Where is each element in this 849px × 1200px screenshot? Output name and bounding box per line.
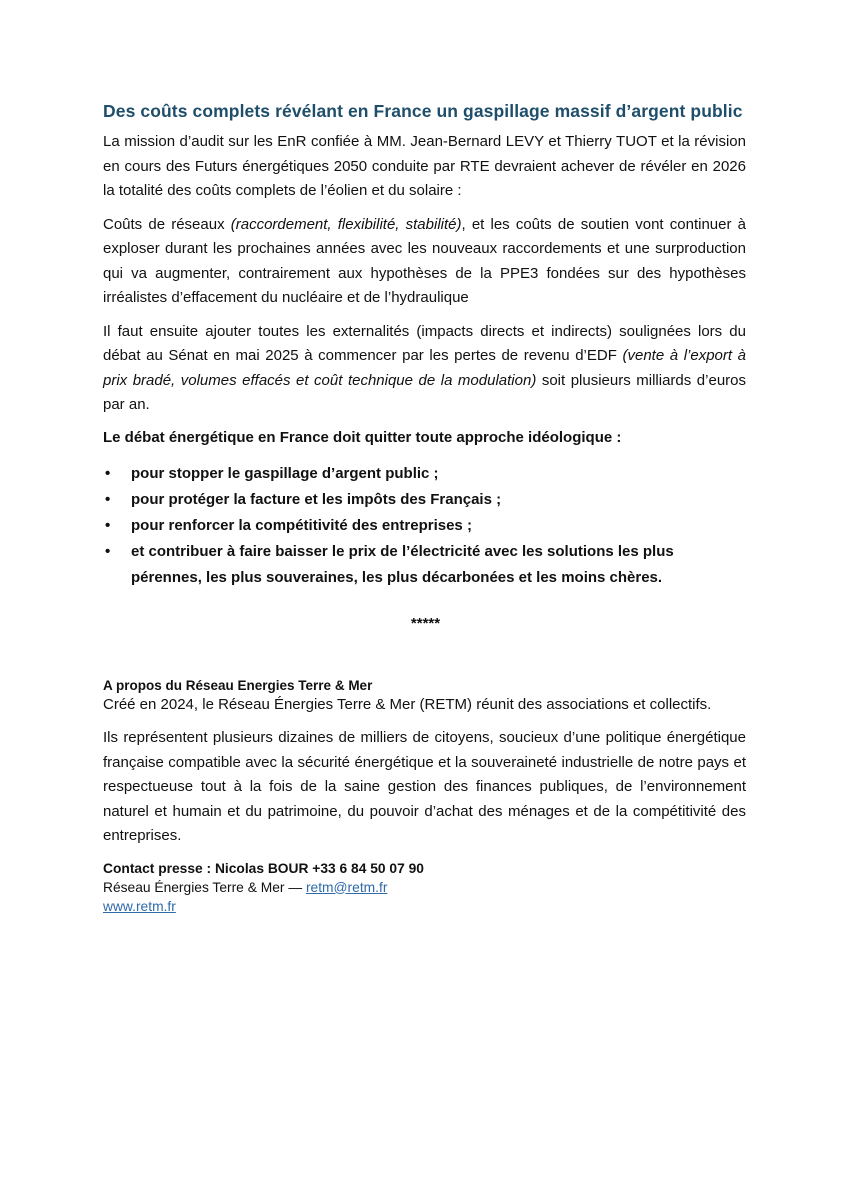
paragraph-externalities-text-2: soit plusieurs milliards d’euros par an. xyxy=(103,371,746,413)
list-item-text: pour stopper le gaspillage d’argent public ; xyxy=(131,464,439,482)
bullet-icon: • xyxy=(105,490,111,508)
list-item xyxy=(103,539,746,591)
list-item xyxy=(103,487,746,513)
contact-email-link[interactable]: retm@retm.fr xyxy=(305,879,388,895)
contact-block xyxy=(103,859,746,916)
paragraph-audit-mission: La mission d’audit sur les EnR confiée à MM. Jean-Bernard LEVY et Thierry TUOT et la révision en cours des Futurs énergétiques 2050 conduite par RTE devraient achever de révéler en 2026 la totalité des coûts complets de l’éolien et du solaire : xyxy=(103,133,746,199)
section-heading: Des coûts complets révélant en France un gaspillage massif d’argent public xyxy=(103,101,743,121)
paragraph-externalities-text-1: Il faut ensuite ajouter toutes les externalités (impacts directs et indirects) soulignées lors du débat au Sénat en mai 2025 à commencer par les pertes de revenu d’EDF xyxy=(103,322,746,364)
paragraph-externalities-italic: (vente à l’export à prix bradé, volumes effacés et coût technique de la modulation) xyxy=(103,347,747,389)
list-item-text: pour renforcer la compétitivité des entreprises ; xyxy=(131,516,472,534)
bullet-icon: • xyxy=(105,542,111,560)
bullet-icon: • xyxy=(105,516,111,534)
list-item xyxy=(103,513,746,539)
paragraph-externalities xyxy=(103,320,746,418)
about-paragraph-members: Ils représentent plusieurs dizaines de milliers de citoyens, soucieux d’une politique énergétique française compatible avec la sécurité énergétique et la souveraineté industrielle de notre pays et respectueuse tout à la fois de la saine gestion des finances publiques, de l’environnement naturel et humain et du patrimoine, du pouvoir d’achat des ménages et de la compétitivité des entreprises. xyxy=(103,729,746,844)
section-separator: ***** xyxy=(410,614,441,632)
bullet-list xyxy=(103,461,746,591)
website-link[interactable]: www.retm.fr xyxy=(103,898,176,914)
about-title: A propos du Réseau Energies Terre & Mer xyxy=(103,677,373,693)
list-item-text: et contribuer à faire baisser le prix de l’électricité avec les solutions les plus pérennes, les plus souveraines, les plus décarbonées et les moins chères. xyxy=(131,542,674,586)
bullet-icon: • xyxy=(105,464,111,482)
document-content xyxy=(103,101,746,916)
paragraph-network-costs-text-2: , et les coûts de soutien vont continuer à exploser durant les prochaines années avec les nouveaux raccordements et une surproduction qui va augmenter, contrairement aux hypothèses de la PPE3 fondées sur des hypothèses irréalistes d’effacement du nucléaire et de l’hydraulique xyxy=(103,215,746,306)
paragraph-network-costs-text-1: Coûts de réseaux xyxy=(103,215,231,233)
list-item-text: pour protéger la facture et les impôts des Français ; xyxy=(131,490,502,508)
contact-org-line xyxy=(103,878,746,897)
lead-statement: Le débat énergétique en France doit quitter toute approche idéologique : xyxy=(103,428,622,446)
about-paragraph-founding: Créé en 2024, le Réseau Énergies Terre & Mer (RETM) réunit des associations et collectifs. xyxy=(103,695,712,713)
contact-org-text: Réseau Énergies Terre & Mer — xyxy=(103,879,306,895)
press-contact: Contact presse : Nicolas BOUR +33 6 84 50 07 90 xyxy=(103,860,424,876)
list-item xyxy=(103,461,746,487)
paragraph-network-costs-italic: (raccordement, flexibilité, stabilité) xyxy=(230,215,462,233)
paragraph-network-costs xyxy=(103,213,746,311)
